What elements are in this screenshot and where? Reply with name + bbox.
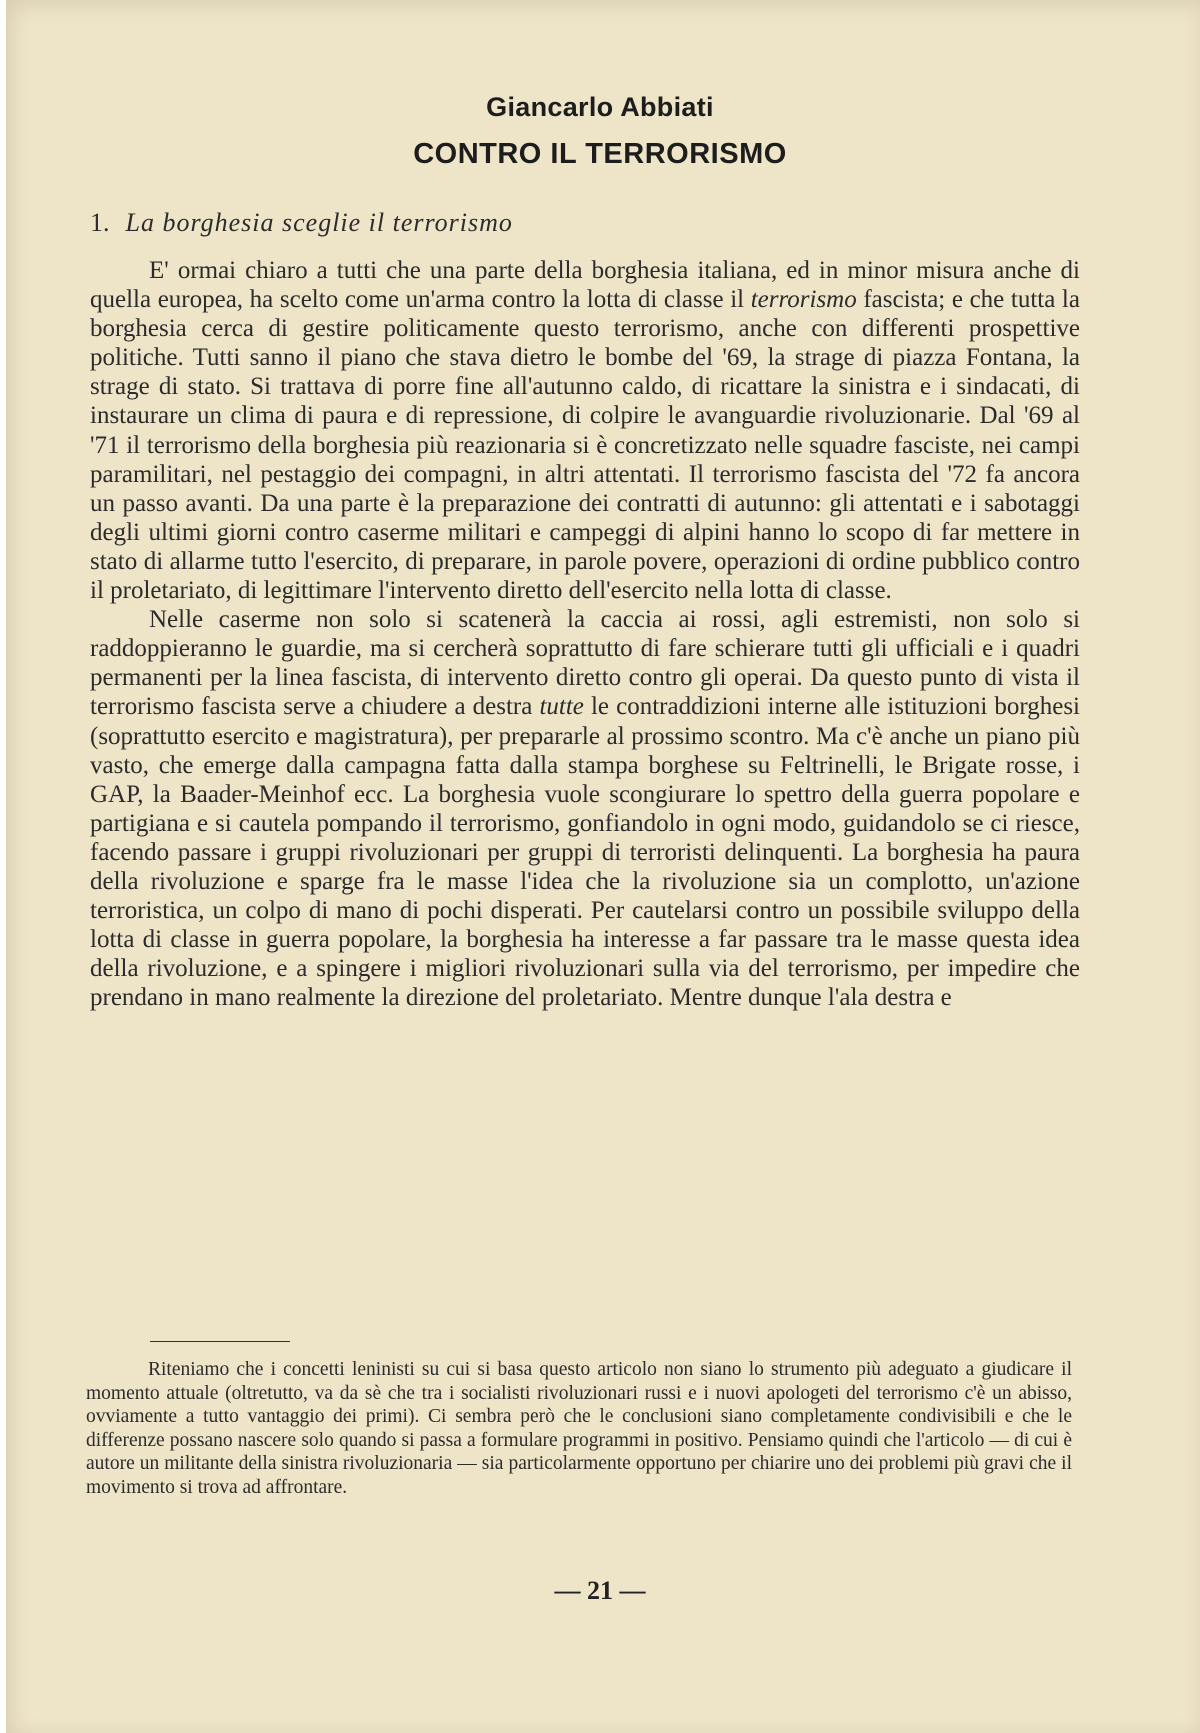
section-title: La borghesia sceglie il terrorismo	[125, 208, 513, 237]
section-heading	[90, 208, 513, 238]
article-title: CONTRO IL TERRORISMO	[413, 138, 787, 170]
page-number: — 21 —	[554, 1576, 646, 1605]
footnote-divider	[150, 1341, 290, 1342]
emphasis-terrorismo: terrorismo	[750, 286, 857, 314]
paragraph-1-start: E' ormai chiaro a tutti che una parte della borghesia italiana, ed in minor misura anche di quella europea, ha scelto come un'arma contro la lotta di classe il	[90, 257, 1080, 314]
paragraph-1-rest: fascista; e che tutta la borghesia cerca di gestire politicamente questo terrorismo, anche con differenti prospettive politiche. Tutti sanno il piano che stava dietro le bombe del '69, la strage di piazza Fontana, la strage di stato. Si trattava di porre fine all'autunno caldo, di ricattare la sinistra e i sindacati, di instaurare un clima di paura e di repressione, di colpire le avanguardie rivoluzionarie. Dal '69 al '71 il terrorismo della borghesia più reazionaria si è concretizzato nelle squadre fasciste, nei campi paramilitari, nel pestaggio dei compagni, in altri attentati. Il terrorismo fascista del '72 fa ancora un passo avanti. Da una parte è la preparazione dei contratti di autunno: gli attentati e i sabotaggi degli ultimi giorni contro caserme militari e campeggi di alpini hanno lo scopo di far mettere in stato di allarme tutto l'esercito, di preparare, in parole povere, operazioni di ordine pubblico contro il proletariato, di legittimare l'intervento diretto dell'esercito nella lotta di classe.	[90, 286, 1080, 605]
paragraph-2-rest: le contraddizioni interne alle istituzioni borghesi (soprattutto esercito e magistratura), per prepararle al prossimo scontro. Ma c'è anche un piano più vasto, che emerge dalla campagna fatta dalla stampa borghese su Feltrinelli, le Brigate rosse, i GAP, la Baader-Meinhof ecc. La borghesia vuole scongiurare lo spettro della guerra popolare e partigiana e si cautela pompando il terrorismo, gonfiandolo in ogni modo, guidandolo se ci riesce, facendo passare i gruppi rivoluzionari per gruppi di terroristi delinquenti. La borghesia ha paura della rivoluzione e sparge fra le masse l'idea che la rivoluzione sia un complotto, un'azione terroristica, un colpo di mano di pochi disperati. Per cautelarsi contro un possibile sviluppo della lotta di classe in guerra popolare, la borghesia ha interesse a far passare tra le masse questa idea della rivoluzione, e a spingere i migliori rivoluzionari sulla via del terrorismo, per impedire che prendano in mano realmente la direzione del proletariato. Mentre dunque l'ala destra e	[90, 693, 1080, 1012]
emphasis-tutte: tutte	[539, 693, 584, 721]
section-number: 1.	[90, 208, 110, 237]
article-body	[90, 256, 1080, 1012]
paragraph-2-start: Nelle caserme non solo si scatenerà la caccia ai rossi, agli estremisti, non solo si raddoppieranno le guardie, ma si cercherà soprattutto di fare schierare tutti gli ufficiali e i quadri permanenti per la linea fascista, di intervento diretto contro gli operai. Da questo punto di vista il terrorismo fascista serve a chiudere a destra	[90, 606, 1080, 721]
author-name: Giancarlo Abbiati	[486, 92, 714, 122]
footnote: Riteniamo che i concetti leninisti su cui si basa questo articolo non siano lo strumento più adeguato a giudicare il momento attuale (oltretutto, va da sè che tra i socialisti rivoluzionari russi e i nuovi apologeti del terrorismo c'è un abisso, ovviamente a tutto vantaggio dei primi). Ci sembra però che le conclusioni siano completamente condivisibili e che le differenze possano nascere solo quando si passa a formulare programmi in positivo. Pensiamo quindi che l'articolo — di cui è autore un militante della sinistra rivoluzionaria — sia particolarmente opportuno per chiarire uno dei problemi più gravi che il movimento si trova ad affrontare.	[86, 1359, 1072, 1498]
paragraph-2	[90, 605, 1080, 1012]
paragraph-1	[90, 256, 1080, 605]
